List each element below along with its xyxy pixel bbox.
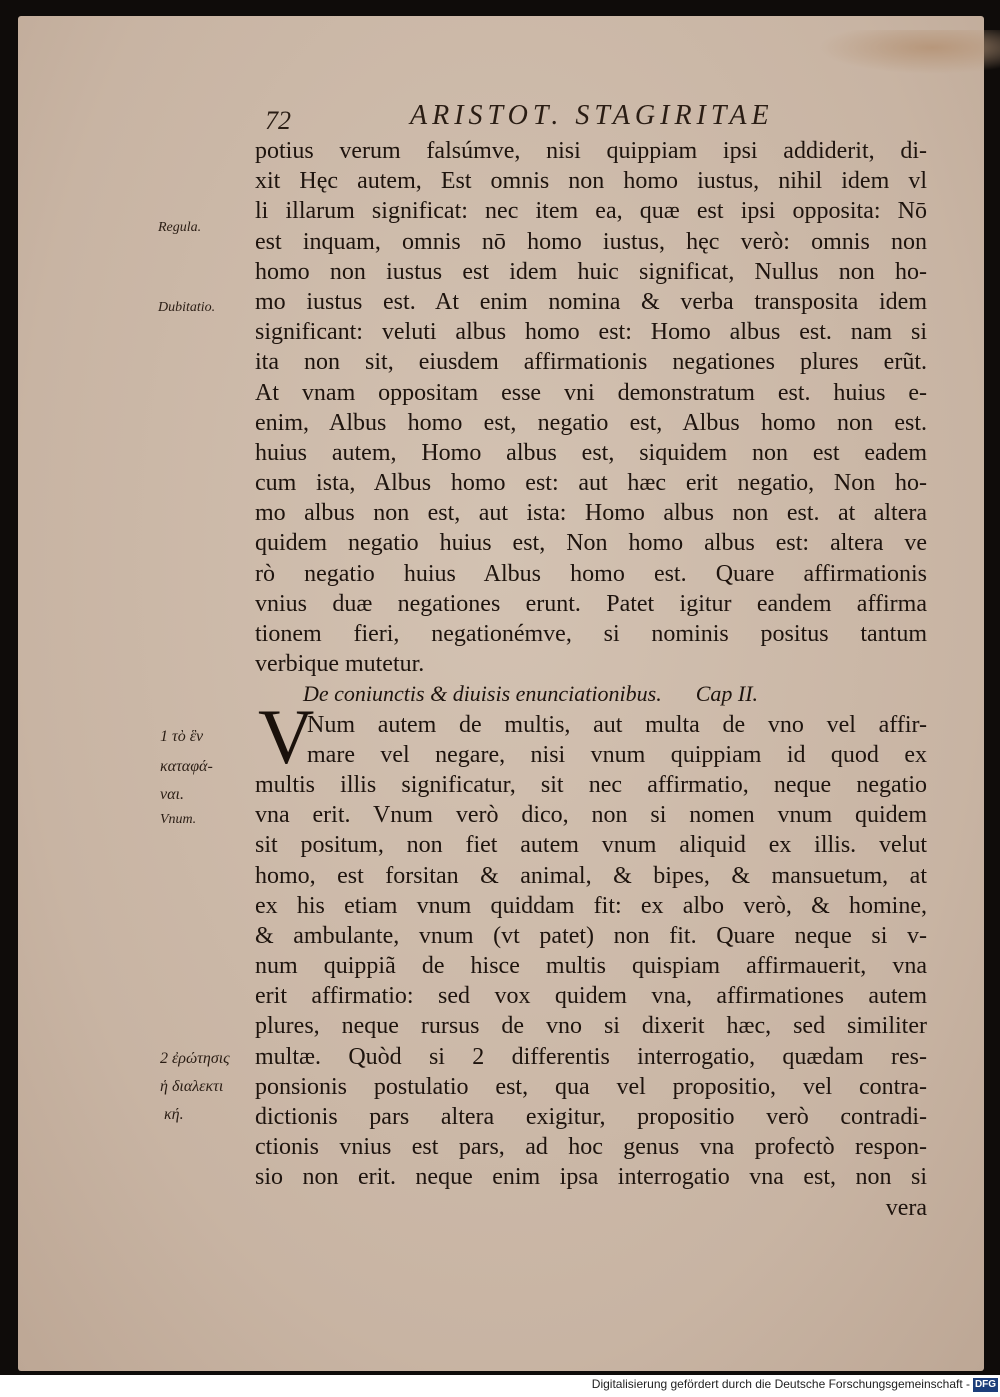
text-line: sio non erit. neque enim ipsa interrogatio vna est, non si (255, 1164, 927, 1191)
main-text (255, 136, 927, 1223)
text-line: tionem fieri, negationémve, si nominis positus tantum (255, 621, 927, 647)
text-line: homo, est forsitan & animal, & bipes, & mansuetum, at (255, 862, 927, 889)
catchword: vera (885, 1194, 927, 1221)
margin-note-dubitatio: Dubitatio. (158, 300, 216, 315)
chapter-label: Cap II. (695, 681, 759, 707)
margin-note-regula: Regula. (158, 220, 202, 235)
page-header (0, 100, 1000, 140)
digitization-footer (0, 1375, 1000, 1397)
dfg-logo-icon: DFG (974, 1379, 997, 1390)
text-line: quidem negatio huius est, Non homo albus est: altera ve (255, 530, 927, 557)
margin-note-greek-6: κή. (164, 1106, 184, 1123)
text-line: dictionis pars altera exigitur, propositio verò contradi- (255, 1104, 927, 1130)
text-line: rò negatio huius Albus homo est. Quare affirmationis (255, 560, 927, 587)
text-line: At vnam oppositam esse vni demonstratum est. huius e- (255, 379, 927, 406)
text-line: vnius duæ negationes erunt. Patet igitur eandem affirma (255, 590, 927, 617)
running-head: ARISTOT. STAGIRITAE (410, 100, 774, 131)
chapter-heading (255, 679, 927, 709)
text-line: potius verum falsúmve, nisi quippiam ipsi addiderit, di- (255, 138, 927, 164)
text-line: xit Hęc autem, Est omnis non homo iustus, nihil idem vl (255, 168, 927, 195)
text-line: plures, neque rursus de vno si dixerit hæc, sed similiter (255, 1013, 927, 1040)
margin-note-greek-3: ναι. (160, 786, 184, 803)
margin-note-vnum: Vnum. (160, 812, 197, 827)
text-line: li illarum significat: nec item ea, quæ est ipsi opposita: Nō (255, 198, 927, 225)
text-line: cum ista, Albus homo est: aut hæc erit negatio, Non ho- (255, 470, 927, 497)
text-line: homo non iustus est idem huic significat, Nullus non ho- (255, 258, 927, 285)
text-line: ex his etiam vnum quiddam fit: ex albo verò, & homine, (255, 892, 927, 919)
text-line: multis illis significatur, sit nec affirmatio, neque negatio (255, 771, 927, 798)
margin-note-greek-5: ἡ διαλεκτι (160, 1078, 224, 1095)
text-line: mo albus non est, aut ista: Homo albus non est. at altera (255, 500, 927, 527)
text-line: Num autem de multis, aut multa de vno vel affir- (307, 711, 927, 738)
text-line: ponsionis postulatio est, qua vel propositio, vel contra- (255, 1073, 927, 1100)
text-line: mo iustus est. At enim nomina & verba transposita idem (255, 288, 927, 315)
text-line: huius autem, Homo albus est, siquidem non est eadem (255, 439, 927, 466)
text-line: ctionis vnius est pars, ad hoc genus vna profectò respon- (255, 1134, 927, 1161)
margin-note-greek-1: 1 τὸ ἓν (160, 728, 204, 745)
text-line: enim, Albus homo est, negatio est, Albus homo non est. (255, 409, 927, 436)
drop-cap-initial: V (258, 693, 315, 780)
text-line: sit positum, non fiet autem vnum aliquid ex illis. velut (255, 832, 927, 859)
margin-note-greek-2: καταφά- (160, 758, 213, 775)
text-line: num quippiã de hisce multis quispiam affirmauerit, vna (255, 953, 927, 980)
text-line: vna erit. Vnum verò dico, non si nomen vnum quidem (255, 802, 927, 829)
margin-note-greek-4: 2 ἐρώτησις (160, 1050, 230, 1067)
text-line: significant: veluti albus homo est: Homo albus est. nam si (255, 319, 927, 346)
text-line: & ambulante, vnum (vt patet) non fit. Quare neque si v- (255, 922, 927, 949)
chapter-title: De coniunctis & diuisis enunciationibus. (303, 681, 662, 707)
text-line: multæ. Quòd si 2 differentis interrogatio, quædam res- (255, 1043, 927, 1070)
footer-credit: Digitalisierung gefördert durch die Deutsche Forschungsgemeinschaft - (591, 1377, 970, 1391)
text-line: verbique mutetur. (255, 651, 425, 678)
text-line: erit affirmatio: sed vox quidem vna, affirmationes autem (255, 983, 927, 1010)
text-line: ita non sit, eiusdem affirmationis negationes plures erũt. (255, 349, 927, 376)
page-stain (818, 30, 1000, 74)
page-number: 72 (265, 106, 291, 135)
text-line: est inquam, omnis nō homo iustus, hęc verò: omnis non (255, 228, 927, 255)
text-line: mare vel negare, nisi vnum quippiam id quod ex (307, 741, 927, 768)
